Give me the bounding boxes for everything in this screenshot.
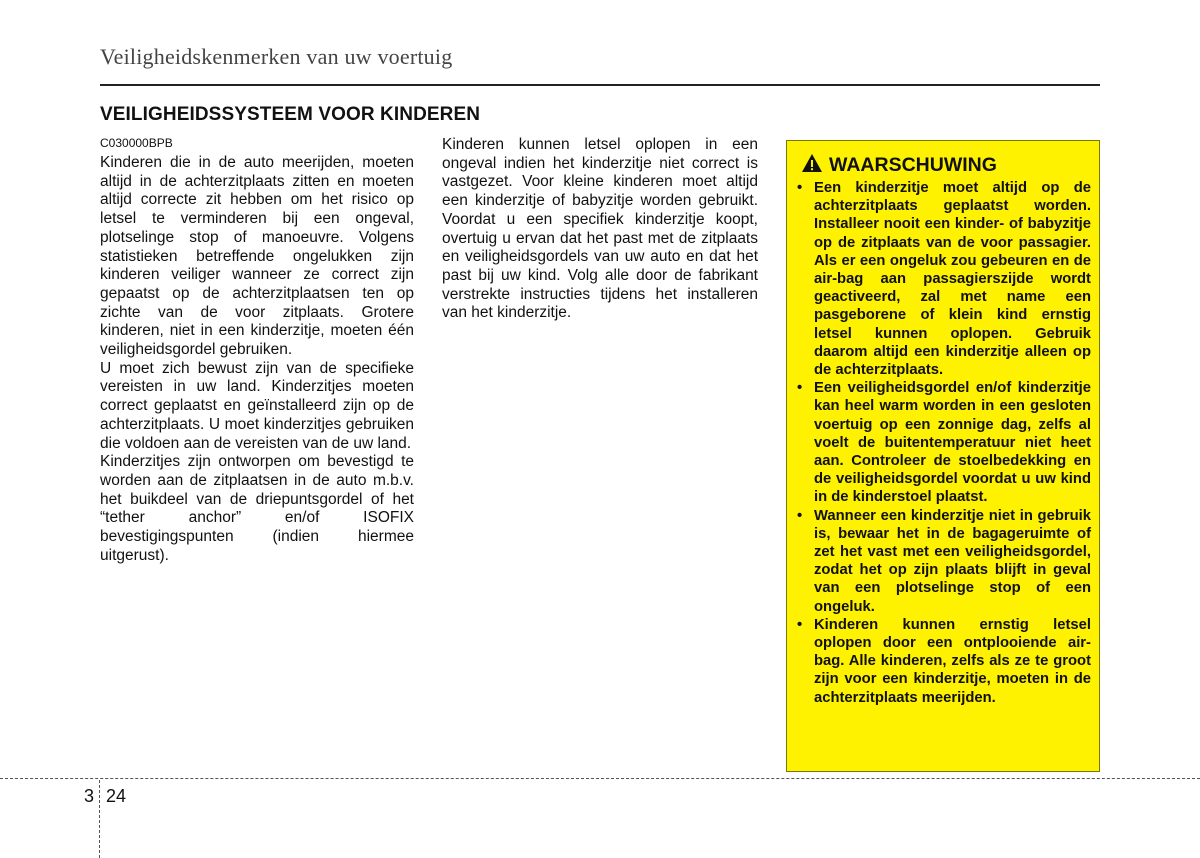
warning-item — [795, 179, 1091, 379]
left-paragraph-1: Kinderen die in de auto meerijden, moeten altijd in de achterzitplaats zitten en moeten altijd correcte zit hebben om het risico op letsel te verminderen bij een ongeval, plotselinge stop of manoeuvre. Volgens statistieken betreffende ongelukken zijn kinderen veiliger wanneer ze correct zijn gepaatst op de achterzitplaatsen ten op zichte van de voor zitplaats. Grotere kinderen, niet in een kinderzitje, moeten één veiligheidsgordel gebruiken. — [100, 154, 414, 359]
chapter-number: 3 — [84, 786, 95, 806]
warning-item-text: Kinderen kunnen ernstig letsel oplopen door een ontplooiende air-bag. Alle kinderen, zelfs als ze te groot zijn voor een kinderzitje, moeten in de achterzitplaats meerijden. — [814, 616, 1091, 706]
bullet: • — [797, 507, 803, 524]
middle-paragraph: Kinderen kunnen letsel oplopen in een ongeval indien het kinderzitje niet correct is vastgezet. Voor kleine kinderen moet altijd een kinderzitje of babyzitje worden gebruikt. Voordat u een specifiek kinderzitje koopt, overtuig u ervan dat het past met de zitplaats en veiligheidsgordels van uw auto en dat het past bij uw kind. Volg alle door de fabrikant verstrekte instructies tijdens het installeren van het kinderzitje. — [442, 136, 758, 322]
warning-title: WAARSCHUWING — [829, 154, 997, 176]
warning-item-text: Wanneer een kinderzitje niet in gebruik is, bewaar het in de bagageruimte of zet het vast met een veiligheidsgordel, zodat het op zijn plaats blijft in geval van een plotselinge stop of een ongeluk. — [814, 507, 1091, 615]
section-heading: VEILIGHEIDSSYSTEEM VOOR KINDEREN — [100, 104, 481, 125]
warning-item — [795, 616, 1091, 707]
warning-item-text: Een kinderzitje moet altijd op de achterzitplaats geplaatst worden. Installeer nooit een kinder- of babyzitje op de zitplaats van de voor passagier. Als er een ongeluk zou gebeuren en de air-bag aan passagierszijde wordt geactiveerd, zal met name een pasgeborene of klein kind ernstig letsel kunnen oplopen. Gebruik daarom altijd een kinderzitje alleen op de achterzitplaats. — [814, 180, 1091, 379]
warning-list — [795, 179, 1091, 707]
warning-item-text: Een veiligheidsgordel en/of kinderzitje kan heel warm worden in een gesloten voertuig op een zonnige dag, zelfs al voelt de buitentemperatuur niet heet aan. Controleer de stoelbedekking en de veiligheidsgordel voordat u uw kind in de kinderstoel plaatst. — [814, 380, 1091, 506]
section-code: C030000BPB — [100, 136, 173, 150]
left-paragraph-3: Kinderzitjes zijn ontworpen om bevestigd te worden aan de zitplaatsen in de auto m.b.v. het buikdeel van de driepuntsgordel of het “tether anchor” en/of ISOFIX bevestigingspunten (indien hiermee uitgerust). — [100, 453, 414, 564]
left-paragraph-2: U moet zich bewust zijn van de specifieke vereisten in uw land. Kinderzitjes moeten correct geplaatst en geïnstalleerd zijn op de achterzitplaats. U moet kinderzitjes gebruiken die voldoen aan de vereisten van de uw land. — [100, 359, 414, 452]
middle-column — [442, 136, 758, 323]
bullet: • — [797, 180, 803, 196]
footer-rule — [0, 778, 1200, 779]
warning-triangle-icon — [801, 153, 823, 178]
bullet: • — [797, 380, 803, 397]
page-number: 24 — [106, 786, 127, 806]
warning-item — [795, 507, 1091, 616]
bullet: • — [797, 616, 803, 633]
warning-box — [786, 140, 1100, 772]
warning-item — [795, 379, 1091, 506]
footer-divider — [99, 780, 100, 858]
warning-header — [801, 153, 997, 178]
left-column — [100, 136, 414, 565]
header-rule — [100, 84, 1100, 86]
running-title: Veiligheidskenmerken van uw voertuig — [100, 44, 453, 69]
